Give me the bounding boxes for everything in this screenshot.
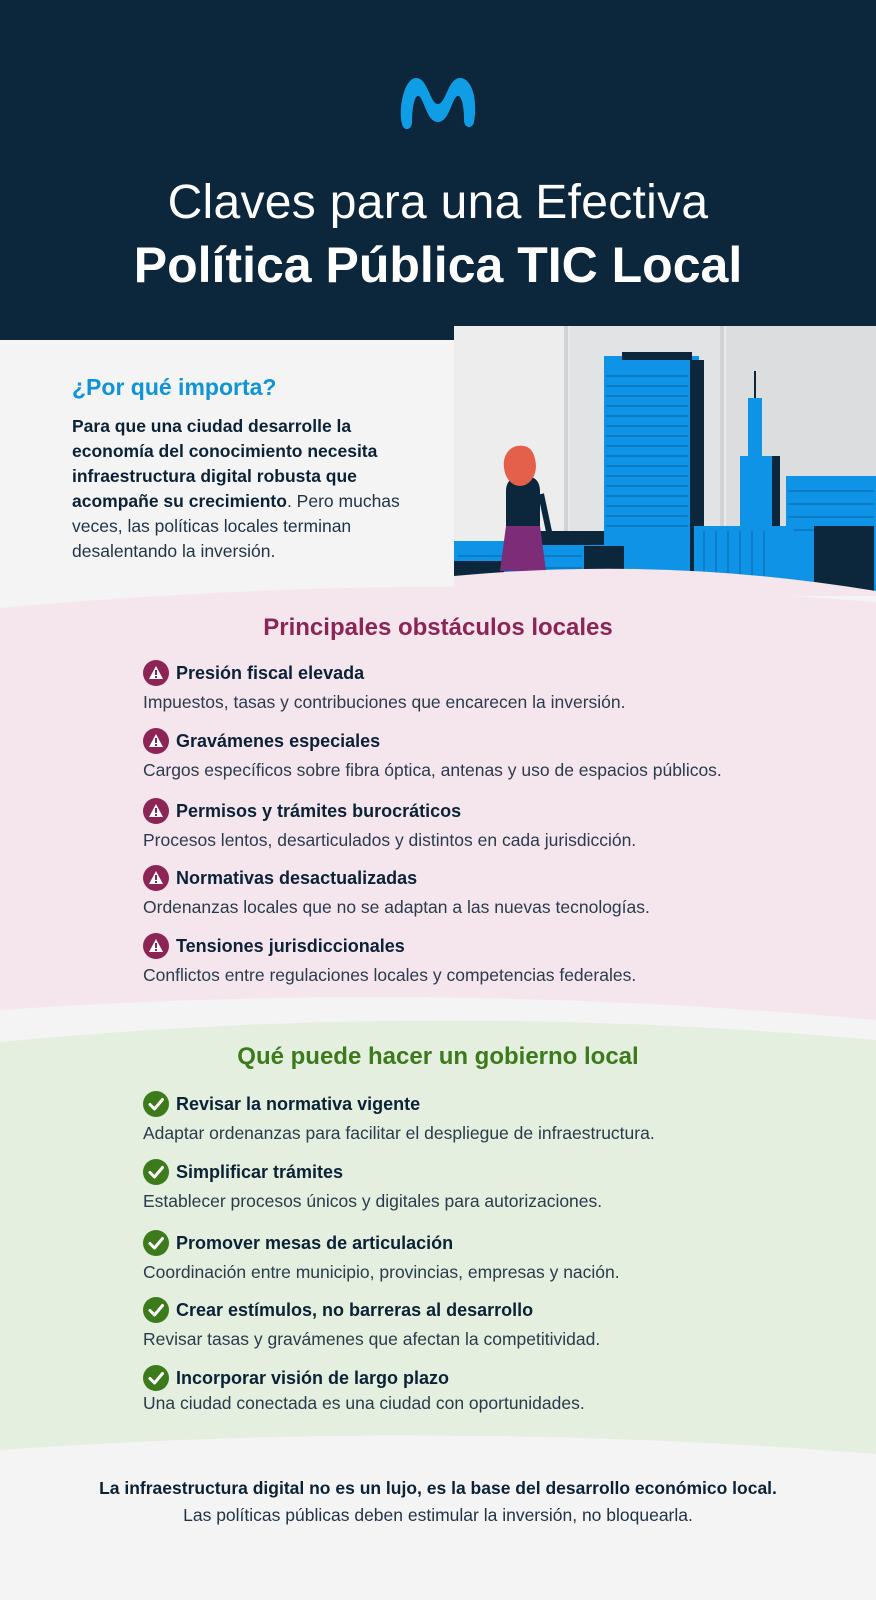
check-circle-icon xyxy=(143,1365,169,1391)
obstacle-desc: Ordenanzas locales que no se adaptan a las nuevas tecnologías. xyxy=(143,897,650,917)
action-title: Crear estímulos, no barreras al desarrollo xyxy=(176,1299,534,1320)
obstacle-desc: Conflictos entre regulaciones locales y competencias federales. xyxy=(143,965,637,985)
action-desc: Establecer procesos únicos y digitales para autorizaciones. xyxy=(143,1191,603,1211)
action-desc: Adaptar ordenanzas para facilitar el despliegue de infraestructura. xyxy=(143,1123,655,1143)
title-line-1: Claves para una Efectiva xyxy=(167,176,709,229)
action-title: Promover mesas de articulación xyxy=(176,1232,454,1253)
warning-triangle-icon xyxy=(143,798,169,824)
action-title: Revisar la normativa vigente xyxy=(176,1093,421,1114)
action-item xyxy=(143,1091,843,1144)
obstacles-heading: Principales obstáculos locales xyxy=(263,614,613,641)
obstacle-item xyxy=(143,933,843,986)
obstacle-desc: Procesos lentos, desarticulados y distintos en cada jurisdicción. xyxy=(143,830,637,850)
warning-triangle-icon xyxy=(143,865,169,891)
action-title: Incorporar visión de largo plazo xyxy=(176,1367,450,1388)
obstacle-item xyxy=(143,798,843,851)
why-heading: ¿Por qué importa? xyxy=(72,374,277,400)
obstacle-desc: Cargos específicos sobre fibra óptica, antenas y uso de espacios públicos. xyxy=(143,760,722,780)
title-line-2: Política Pública TIC Local xyxy=(133,237,743,293)
why-regular-text: . Pero muchas veces, las políticas locales terminan desalentando la inversión. xyxy=(72,491,400,561)
action-item xyxy=(143,1159,843,1212)
obstacle-item xyxy=(143,865,843,918)
obstacle-title: Presión fiscal elevada xyxy=(176,662,365,683)
obstacle-item xyxy=(143,660,843,713)
check-circle-icon xyxy=(143,1159,169,1185)
obstacle-title: Tensiones jurisdiccionales xyxy=(176,935,405,956)
city-window-illustration xyxy=(454,326,876,596)
action-desc: Coordinación entre municipio, provincias, empresas y nación. xyxy=(143,1262,620,1282)
warning-triangle-icon xyxy=(143,660,169,686)
action-desc: Una ciudad conectada es una ciudad con oportunidades. xyxy=(143,1393,585,1413)
action-desc: Revisar tasas y gravámenes que afectan la competitividad. xyxy=(143,1329,601,1349)
check-circle-icon xyxy=(143,1297,169,1323)
footer-statement: La infraestructura digital no es un lujo, es la base del desarrollo económico local. xyxy=(99,1478,777,1498)
movistar-logo-icon xyxy=(396,70,480,134)
why-paragraph xyxy=(72,414,432,564)
actions-heading: Qué puede hacer un gobierno local xyxy=(237,1043,639,1070)
obstacle-title: Gravámenes especiales xyxy=(176,730,381,751)
action-item xyxy=(143,1365,843,1414)
warning-triangle-icon xyxy=(143,933,169,959)
check-circle-icon xyxy=(143,1230,169,1256)
footer-subtext: Las políticas públicas deben estimular la inversión, no bloquearla. xyxy=(183,1505,693,1525)
action-title: Simplificar trámites xyxy=(176,1161,344,1182)
warning-triangle-icon xyxy=(143,728,169,754)
action-item xyxy=(143,1297,843,1350)
action-item xyxy=(143,1230,843,1283)
obstacle-title: Permisos y trámites burocráticos xyxy=(176,800,462,821)
why-bold-text: Para que una ciudad desarrolle la economía del conocimiento necesita infraestructura digital robusta que acompañe su crecimiento xyxy=(72,416,378,511)
obstacle-item xyxy=(143,728,843,781)
obstacle-title: Normativas desactualizadas xyxy=(176,867,418,888)
check-circle-icon xyxy=(143,1091,169,1117)
obstacle-desc: Impuestos, tasas y contribuciones que encarecen la inversión. xyxy=(143,692,626,712)
